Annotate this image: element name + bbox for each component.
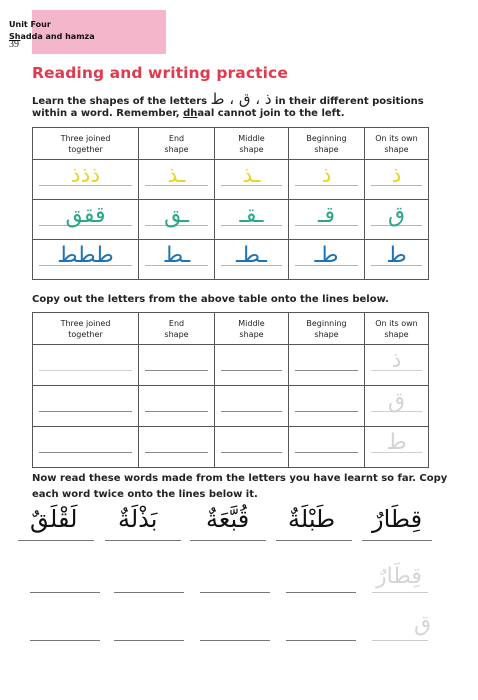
dhaal-beginning: ذ <box>321 163 332 188</box>
ghost-word-qitaar: قِطَارٌ <box>376 564 422 589</box>
taa-beginning: طـ <box>314 243 339 268</box>
taa-end: ـط <box>162 243 191 268</box>
practice-line-1-3[interactable] <box>200 592 270 593</box>
qaaf-middle: ـقـ <box>239 203 264 228</box>
ghost-taa: ط <box>386 430 407 455</box>
word-baseline-4 <box>105 540 181 541</box>
t1-header-middle: Middle shape <box>215 128 289 160</box>
practice-line-1-1[interactable] <box>372 592 428 593</box>
word-tablah: طَبْلَةٌ <box>288 505 336 533</box>
practice-line-2-2[interactable] <box>286 640 356 641</box>
t1-header-three-joined: Three joined together <box>33 128 139 160</box>
word-qitaar: قِطَارٌ <box>372 505 423 533</box>
table2-row-3 <box>33 427 429 468</box>
word-baseline-5 <box>18 540 94 541</box>
word-baseline-3 <box>190 540 266 541</box>
t2-header-beginning: Beginning shape <box>289 313 365 345</box>
practice-line-2-1[interactable] <box>372 640 428 641</box>
t2-header-middle: Middle shape <box>215 313 289 345</box>
unit-subtitle-sh: Sh <box>9 32 21 41</box>
taa-own: ط <box>386 243 407 268</box>
table1-row-taa <box>33 240 429 280</box>
unit-subtitle-rest: adda and hamza <box>20 32 95 41</box>
t1-header-end: End shape <box>139 128 215 160</box>
intro-line2-before: within a word. Remember, <box>32 108 184 119</box>
intro-after: in their different positions <box>275 96 424 107</box>
t2-header-three-joined: Three joined together <box>33 313 139 345</box>
copy-practice-table <box>32 312 429 468</box>
words-instruction-1: Now read these words made from the letters you have learnt so far. Copy <box>32 473 448 484</box>
word-baseline-2 <box>276 540 352 541</box>
practice-line-1-5[interactable] <box>30 592 100 593</box>
t2-header-end: End shape <box>139 313 215 345</box>
t1-header-own: On its own shape <box>365 128 429 160</box>
qaaf-three-joined: ققق <box>65 203 106 228</box>
dhaal-end: ـذ <box>167 163 186 188</box>
intro-line-1 <box>32 90 424 108</box>
practice-line-2-3[interactable] <box>200 640 270 641</box>
practice-line-2-5[interactable] <box>30 640 100 641</box>
intro-letters: ذ ، ق ، ط <box>210 90 272 108</box>
table1-row-qaaf <box>33 200 429 240</box>
letter-shapes-table <box>32 127 429 280</box>
page-number: 39 <box>9 39 19 50</box>
practice-line-1-4[interactable] <box>114 592 184 593</box>
qaaf-end: ـق <box>164 203 189 228</box>
table1-header-row <box>33 128 429 160</box>
table2-header-row <box>33 313 429 345</box>
practice-line-1-2[interactable] <box>286 592 356 593</box>
unit-title: Unit Four <box>9 20 51 29</box>
qaaf-beginning: قـ <box>318 203 335 228</box>
page-heading: Reading and writing practice <box>32 64 288 82</box>
ghost-word-partial: ق <box>414 612 432 637</box>
dhaal-own: ذ <box>391 163 402 188</box>
practice-line-2-4[interactable] <box>114 640 184 641</box>
intro-line2-after: aal cannot join to the left. <box>197 108 345 119</box>
taa-middle: ـطـ <box>236 243 267 268</box>
word-laqlaq: لَقْلَقٌ <box>30 505 78 533</box>
word-qubbaah: قُبَّعَةٌ <box>206 505 250 533</box>
intro-dh: dh <box>183 108 198 119</box>
ghost-dhaal: ذ <box>391 348 402 373</box>
table2-row-2 <box>33 386 429 427</box>
t1-header-beginning: Beginning shape <box>289 128 365 160</box>
intro-before: Learn the shapes of the letters <box>32 96 208 107</box>
word-badhlah: بَذْلَةٌ <box>118 505 158 533</box>
ghost-qaaf: ق <box>387 389 406 414</box>
table1-row-dhaal <box>33 160 429 200</box>
unit-subtitle <box>9 32 95 41</box>
taa-three-joined: ططط <box>57 243 114 268</box>
words-instruction-2: each word twice onto the lines below it. <box>32 489 258 500</box>
intro-line-2 <box>32 108 345 119</box>
t2-header-own: On its own shape <box>365 313 429 345</box>
word-baseline-1 <box>362 540 432 541</box>
table2-row-1 <box>33 345 429 386</box>
copy-instruction: Copy out the letters from the above table onto the lines below. <box>32 294 389 305</box>
dhaal-middle: ـذ <box>242 163 261 188</box>
qaaf-own: ق <box>387 203 406 228</box>
dhaal-three-joined: ذذذ <box>70 163 101 188</box>
